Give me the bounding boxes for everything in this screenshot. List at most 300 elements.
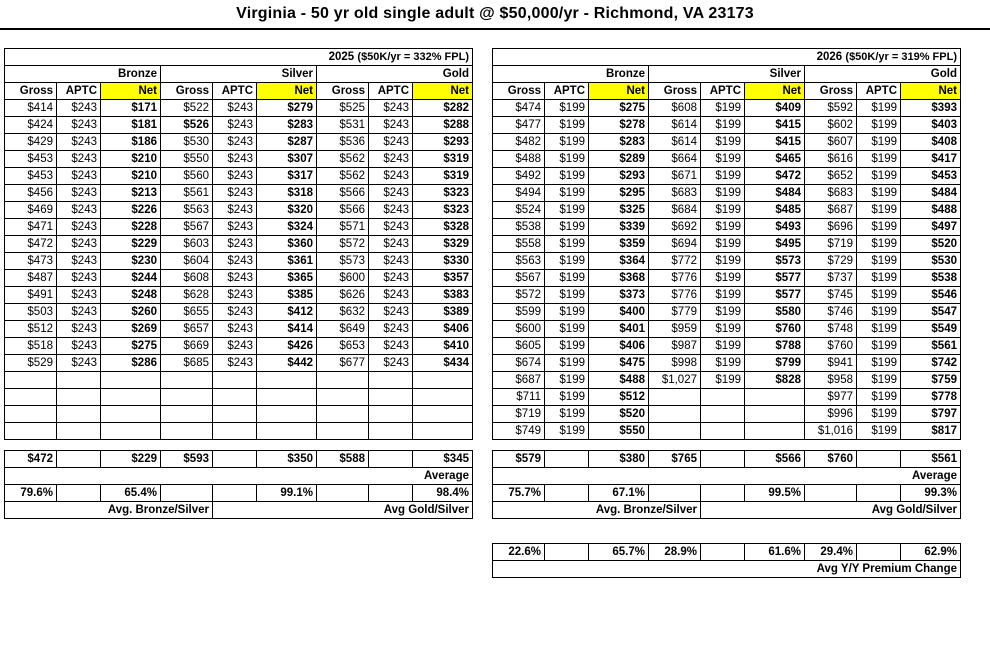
gold-silver-gross-2026: 99.5% [745, 485, 805, 502]
summary-table-2025 [4, 450, 473, 519]
cell-bronze-net: $283 [589, 134, 649, 151]
cell-silver-aptc: $243 [213, 185, 257, 202]
cell-bronze-net [101, 423, 161, 440]
cell-silver-net: $415 [745, 117, 805, 134]
metal-bronze-2026: Bronze [493, 66, 649, 83]
table-row [5, 423, 473, 440]
metal-gold-2026: Gold [805, 66, 961, 83]
cell-gold-net: $546 [901, 287, 961, 304]
cell-bronze-net: $210 [101, 168, 161, 185]
avg-gold-aptc-2025 [369, 451, 413, 468]
cell-silver-aptc: $243 [213, 202, 257, 219]
cell-silver-gross: $692 [649, 219, 701, 236]
col-silver-gross-2026: Gross [649, 83, 701, 100]
cell-silver-net: $412 [257, 304, 317, 321]
avg-bronze-gross-2025: $472 [5, 451, 57, 468]
cell-gold-gross: $941 [805, 355, 857, 372]
cell-silver-net: $484 [745, 185, 805, 202]
cell-bronze-gross: $503 [5, 304, 57, 321]
cell-gold-aptc: $243 [369, 202, 413, 219]
cell-silver-net: $580 [745, 304, 805, 321]
cell-silver-aptc: $199 [701, 321, 745, 338]
cell-gold-net: $403 [901, 117, 961, 134]
ratio-spacer-c-2026 [701, 485, 745, 502]
yoy-gold-gross: 29.4% [805, 544, 857, 561]
cell-silver-aptc [213, 389, 257, 406]
metal-gold-2025: Gold [317, 66, 473, 83]
cell-bronze-net: $230 [101, 253, 161, 270]
year-header-row-2026 [493, 49, 961, 66]
metal-bronze-2025: Bronze [5, 66, 161, 83]
cell-silver-net: $760 [745, 321, 805, 338]
avg-silver-net-2026: $566 [745, 451, 805, 468]
cell-gold-aptc: $199 [857, 134, 901, 151]
cell-silver-gross [161, 406, 213, 423]
avg-gold-gross-2026: $760 [805, 451, 857, 468]
cell-bronze-net: $325 [589, 202, 649, 219]
cell-bronze-aptc: $243 [57, 304, 101, 321]
cell-silver-aptc [701, 423, 745, 440]
cell-gold-aptc: $243 [369, 236, 413, 253]
cell-silver-aptc: $243 [213, 287, 257, 304]
gold-silver-net-2026: 99.3% [901, 485, 961, 502]
cell-gold-aptc: $199 [857, 202, 901, 219]
cell-gold-gross: $760 [805, 338, 857, 355]
cell-silver-gross: $779 [649, 304, 701, 321]
cell-bronze-gross: $711 [493, 389, 545, 406]
cell-gold-net [413, 423, 473, 440]
table-row [493, 117, 961, 134]
ratio-row-2026 [493, 485, 961, 502]
cell-bronze-net [101, 389, 161, 406]
cell-bronze-net: $210 [101, 151, 161, 168]
yoy-spacer-b [701, 544, 745, 561]
cell-silver-aptc [213, 372, 257, 389]
cell-bronze-aptc: $243 [57, 287, 101, 304]
ratio-spacer-b-2026 [649, 485, 701, 502]
year-header-2025 [5, 49, 473, 66]
cell-gold-gross: $626 [317, 287, 369, 304]
cell-silver-gross: $683 [649, 185, 701, 202]
cell-silver-net [745, 423, 805, 440]
avg-gold-gross-2025: $588 [317, 451, 369, 468]
cell-gold-aptc: $199 [857, 219, 901, 236]
table-row [493, 389, 961, 406]
cell-silver-gross [649, 423, 701, 440]
cell-gold-net [413, 389, 473, 406]
avg-bronze-aptc-2026 [545, 451, 589, 468]
cell-gold-gross: $562 [317, 168, 369, 185]
table-row [5, 389, 473, 406]
table-row [493, 202, 961, 219]
cell-silver-net: $307 [257, 151, 317, 168]
table-row [5, 117, 473, 134]
cell-silver-gross: $608 [649, 100, 701, 117]
cell-silver-aptc: $243 [213, 151, 257, 168]
cell-bronze-net: $289 [589, 151, 649, 168]
cell-gold-gross: $632 [317, 304, 369, 321]
table-row [493, 270, 961, 287]
cell-silver-gross: $669 [161, 338, 213, 355]
cell-bronze-net: $339 [589, 219, 649, 236]
cell-bronze-gross: $524 [493, 202, 545, 219]
summary-row-2025 [5, 451, 473, 468]
table-row [5, 236, 473, 253]
cell-gold-gross: $683 [805, 185, 857, 202]
year-label-2026: 2026 [816, 51, 843, 63]
metal-header-row-2026 [493, 66, 961, 83]
cell-silver-aptc [213, 406, 257, 423]
cell-gold-gross: $573 [317, 253, 369, 270]
col-bronze-aptc-2026: APTC [545, 83, 589, 100]
cell-bronze-net: $248 [101, 287, 161, 304]
cell-gold-aptc: $243 [369, 117, 413, 134]
average-label-row-2026 [493, 468, 961, 485]
cell-bronze-gross: $494 [493, 185, 545, 202]
cell-gold-net: $759 [901, 372, 961, 389]
cell-silver-aptc: $199 [701, 219, 745, 236]
cell-silver-aptc: $199 [701, 202, 745, 219]
cell-silver-aptc: $243 [213, 270, 257, 287]
cell-gold-net: $357 [413, 270, 473, 287]
table-row [5, 168, 473, 185]
table-row [493, 355, 961, 372]
col-silver-aptc: APTC [213, 83, 257, 100]
cell-silver-gross [161, 423, 213, 440]
cell-silver-gross: $694 [649, 236, 701, 253]
cell-bronze-gross: $482 [493, 134, 545, 151]
cell-gold-gross: $607 [805, 134, 857, 151]
cell-silver-aptc: $199 [701, 372, 745, 389]
cell-gold-aptc: $199 [857, 338, 901, 355]
cell-silver-gross: $1,027 [649, 372, 701, 389]
cell-bronze-aptc: $199 [545, 151, 589, 168]
col-bronze-gross-2026: Gross [493, 83, 545, 100]
ratio-spacer-a-2026 [545, 485, 589, 502]
cell-silver-net: $279 [257, 100, 317, 117]
page-title-text: Virginia - 50 yr old single adult @ $50,000/yr - Richmond, VA 23173 [236, 5, 754, 22]
cell-gold-aptc: $199 [857, 287, 901, 304]
avg-silver-aptc-2026 [701, 451, 745, 468]
table-row [493, 406, 961, 423]
yoy-gold-net: 62.9% [901, 544, 961, 561]
year-header-row [5, 49, 473, 66]
cell-gold-net: $383 [413, 287, 473, 304]
cell-gold-gross: $1,016 [805, 423, 857, 440]
yoy-label: Avg Y/Y Premium Change [493, 561, 961, 578]
cell-gold-net: $288 [413, 117, 473, 134]
col-gold-aptc: APTC [369, 83, 413, 100]
cell-silver-net: $414 [257, 321, 317, 338]
cell-gold-gross: $525 [317, 100, 369, 117]
cell-silver-net: $324 [257, 219, 317, 236]
table-row [493, 304, 961, 321]
table-row [493, 236, 961, 253]
cell-gold-gross [317, 389, 369, 406]
cell-silver-aptc: $199 [701, 253, 745, 270]
column-header-row-2026 [493, 83, 961, 100]
cell-silver-gross: $998 [649, 355, 701, 372]
cell-silver-aptc: $243 [213, 219, 257, 236]
cell-bronze-gross: $749 [493, 423, 545, 440]
avg-bronze-silver-label-2025: Avg. Bronze/Silver [5, 502, 213, 519]
table-row [5, 321, 473, 338]
cell-gold-aptc: $243 [369, 338, 413, 355]
table-row [5, 270, 473, 287]
cell-silver-aptc: $199 [701, 100, 745, 117]
avg-bronze-net-2025: $229 [101, 451, 161, 468]
cell-gold-aptc: $199 [857, 304, 901, 321]
cell-gold-aptc [369, 389, 413, 406]
cell-bronze-net: $275 [589, 100, 649, 117]
cell-bronze-net: $244 [101, 270, 161, 287]
cell-bronze-gross: $529 [5, 355, 57, 372]
yoy-silver-gross: 28.9% [649, 544, 701, 561]
year-header-2026 [493, 49, 961, 66]
cell-silver-net: $828 [745, 372, 805, 389]
cell-silver-net: $577 [745, 270, 805, 287]
cell-bronze-net: $295 [589, 185, 649, 202]
cell-gold-aptc: $199 [857, 406, 901, 423]
yoy-table [492, 543, 961, 578]
gold-silver-gross-2025: 99.1% [257, 485, 317, 502]
cell-gold-net: $319 [413, 168, 473, 185]
table-row [5, 185, 473, 202]
cell-gold-aptc: $243 [369, 253, 413, 270]
panel-2025 [4, 48, 473, 519]
average-label-row-2025 [5, 468, 473, 485]
cell-silver-gross: $614 [649, 117, 701, 134]
cell-silver-net: $495 [745, 236, 805, 253]
cell-silver-net: $287 [257, 134, 317, 151]
table-row [5, 406, 473, 423]
cell-gold-net: $497 [901, 219, 961, 236]
cell-bronze-gross: $491 [5, 287, 57, 304]
cell-silver-aptc: $243 [213, 168, 257, 185]
table-row [493, 219, 961, 236]
cell-bronze-gross: $429 [5, 134, 57, 151]
cell-bronze-net: $269 [101, 321, 161, 338]
cell-bronze-net: $520 [589, 406, 649, 423]
cell-silver-net [257, 372, 317, 389]
data-body-2025 [5, 100, 473, 440]
cell-silver-gross: $671 [649, 168, 701, 185]
cell-gold-aptc: $199 [857, 185, 901, 202]
cell-silver-aptc [701, 389, 745, 406]
cell-bronze-gross: $687 [493, 372, 545, 389]
cell-silver-net: $360 [257, 236, 317, 253]
cell-bronze-aptc: $243 [57, 185, 101, 202]
cell-bronze-aptc: $199 [545, 372, 589, 389]
cell-bronze-aptc: $243 [57, 219, 101, 236]
cell-silver-gross: $563 [161, 202, 213, 219]
cell-bronze-net: $400 [589, 304, 649, 321]
cell-bronze-aptc: $199 [545, 185, 589, 202]
cell-gold-aptc: $243 [369, 168, 413, 185]
cell-silver-net: $577 [745, 287, 805, 304]
cell-bronze-gross: $567 [493, 270, 545, 287]
table-row [5, 100, 473, 117]
cell-bronze-net: $512 [589, 389, 649, 406]
cell-silver-gross: $655 [161, 304, 213, 321]
ratio-spacer-e-2026 [857, 485, 901, 502]
cell-gold-gross: $600 [317, 270, 369, 287]
fpl-label-2026: ($50K/yr = 319% FPL) [845, 51, 957, 63]
cell-bronze-gross [5, 406, 57, 423]
cell-silver-aptc: $199 [701, 338, 745, 355]
cell-silver-aptc: $199 [701, 270, 745, 287]
cell-bronze-aptc: $199 [545, 406, 589, 423]
cell-silver-aptc: $243 [213, 117, 257, 134]
cell-silver-gross: $959 [649, 321, 701, 338]
cell-bronze-gross: $599 [493, 304, 545, 321]
cell-gold-net: $323 [413, 202, 473, 219]
cell-gold-aptc: $243 [369, 185, 413, 202]
cell-gold-net: $561 [901, 338, 961, 355]
cell-gold-gross: $996 [805, 406, 857, 423]
cell-gold-net: $488 [901, 202, 961, 219]
cell-gold-net: $319 [413, 151, 473, 168]
avg-silver-gross-2025: $593 [161, 451, 213, 468]
cell-bronze-net: $364 [589, 253, 649, 270]
table-row [5, 355, 473, 372]
cell-bronze-gross: $512 [5, 321, 57, 338]
cell-gold-net: $778 [901, 389, 961, 406]
cell-bronze-gross: $518 [5, 338, 57, 355]
cell-bronze-aptc: $199 [545, 389, 589, 406]
yoy-spacer-c [857, 544, 901, 561]
cell-bronze-gross: $474 [493, 100, 545, 117]
yoy-row [493, 544, 961, 561]
data-body-2026 [493, 100, 961, 440]
cell-gold-net: $408 [901, 134, 961, 151]
cell-gold-net: $417 [901, 151, 961, 168]
cell-bronze-aptc: $199 [545, 219, 589, 236]
cell-bronze-aptc: $243 [57, 338, 101, 355]
summary-table-2026 [492, 450, 961, 519]
cell-silver-gross: $530 [161, 134, 213, 151]
cell-gold-net [413, 372, 473, 389]
yoy-spacer-a [545, 544, 589, 561]
table-row [493, 100, 961, 117]
cell-silver-gross: $604 [161, 253, 213, 270]
bronze-silver-gross-2025: 79.6% [5, 485, 57, 502]
cell-silver-gross: $522 [161, 100, 213, 117]
cell-gold-gross: $616 [805, 151, 857, 168]
cell-bronze-aptc: $243 [57, 168, 101, 185]
cell-silver-aptc: $199 [701, 117, 745, 134]
summary-row-2026 [493, 451, 961, 468]
cell-gold-gross: $729 [805, 253, 857, 270]
col-bronze-net-2026: Net [589, 83, 649, 100]
cell-bronze-aptc: $199 [545, 253, 589, 270]
cell-bronze-net: $278 [589, 117, 649, 134]
avg-gold-net-2026: $561 [901, 451, 961, 468]
cell-silver-gross: $614 [649, 134, 701, 151]
cell-silver-net [745, 389, 805, 406]
table-row [493, 151, 961, 168]
bronze-silver-net-2025: 65.4% [101, 485, 161, 502]
col-silver-aptc-2026: APTC [701, 83, 745, 100]
cell-gold-net: $797 [901, 406, 961, 423]
cell-silver-gross: $567 [161, 219, 213, 236]
cell-bronze-aptc: $243 [57, 355, 101, 372]
metal-silver-2025: Silver [161, 66, 317, 83]
cell-gold-gross: $745 [805, 287, 857, 304]
cell-silver-net: $318 [257, 185, 317, 202]
table-row [493, 253, 961, 270]
cell-gold-net: $434 [413, 355, 473, 372]
cell-gold-gross: $592 [805, 100, 857, 117]
col-gold-net-2026: Net [901, 83, 961, 100]
cell-gold-gross: $977 [805, 389, 857, 406]
cell-gold-net: $323 [413, 185, 473, 202]
cell-gold-gross: $531 [317, 117, 369, 134]
col-bronze-aptc: APTC [57, 83, 101, 100]
table-row [5, 151, 473, 168]
cell-gold-net: $393 [901, 100, 961, 117]
cell-silver-gross: $987 [649, 338, 701, 355]
table-row [5, 202, 473, 219]
cell-gold-aptc: $199 [857, 321, 901, 338]
avg-bronze-net-2026: $380 [589, 451, 649, 468]
cell-bronze-net: $226 [101, 202, 161, 219]
cell-bronze-aptc: $199 [545, 236, 589, 253]
cell-gold-aptc: $199 [857, 389, 901, 406]
cell-bronze-net: $401 [589, 321, 649, 338]
col-silver-gross: Gross [161, 83, 213, 100]
cell-bronze-net: $171 [101, 100, 161, 117]
gold-silver-net-2025: 98.4% [413, 485, 473, 502]
cell-bronze-net: $229 [101, 236, 161, 253]
table-row [5, 253, 473, 270]
ratio-spacer-b-2025 [161, 485, 213, 502]
cell-bronze-gross: $424 [5, 117, 57, 134]
cell-gold-net: $406 [413, 321, 473, 338]
cell-bronze-gross: $472 [5, 236, 57, 253]
cell-silver-gross [649, 406, 701, 423]
cell-silver-gross: $685 [161, 355, 213, 372]
cell-bronze-gross: $453 [5, 151, 57, 168]
cell-silver-net [257, 389, 317, 406]
cell-gold-net: $328 [413, 219, 473, 236]
cell-silver-gross: $560 [161, 168, 213, 185]
cell-silver-gross: $526 [161, 117, 213, 134]
cell-bronze-gross: $492 [493, 168, 545, 185]
avg-bronze-silver-label-2026: Avg. Bronze/Silver [493, 502, 701, 519]
cell-silver-net [745, 406, 805, 423]
cell-silver-gross: $772 [649, 253, 701, 270]
cell-gold-net: $742 [901, 355, 961, 372]
cell-bronze-aptc: $243 [57, 253, 101, 270]
cell-silver-net: $472 [745, 168, 805, 185]
cell-silver-aptc: $199 [701, 134, 745, 151]
cell-bronze-net: $275 [101, 338, 161, 355]
cell-gold-aptc [369, 406, 413, 423]
cell-bronze-net: $286 [101, 355, 161, 372]
cell-silver-aptc: $243 [213, 321, 257, 338]
column-header-row [5, 83, 473, 100]
cell-gold-aptc: $243 [369, 219, 413, 236]
cell-bronze-aptc: $199 [545, 202, 589, 219]
cell-bronze-net: $186 [101, 134, 161, 151]
cell-silver-aptc: $243 [213, 236, 257, 253]
cell-silver-net: $426 [257, 338, 317, 355]
cell-bronze-aptc: $199 [545, 168, 589, 185]
cell-gold-net: $282 [413, 100, 473, 117]
cell-gold-gross: $571 [317, 219, 369, 236]
cell-bronze-gross: $473 [5, 253, 57, 270]
